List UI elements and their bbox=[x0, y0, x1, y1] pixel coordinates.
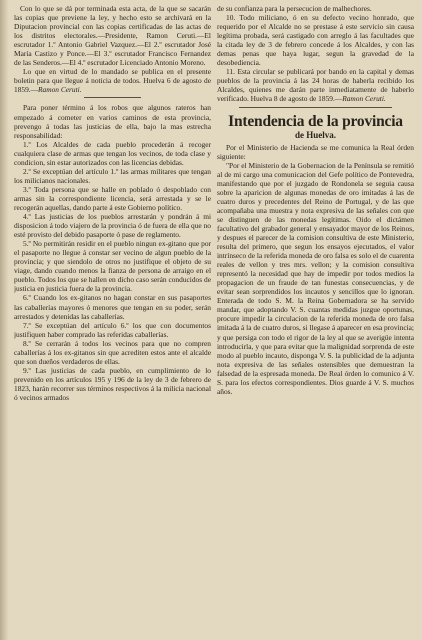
circular-article-1: 1.º Los Alcaldes de cada pueblo procederán á recoger cualquiera clase de armas que tengan los vecinos, de toda clase y condicion, sin estar autorizados con las licencias debidas. bbox=[14, 139, 211, 167]
circular-article-6: 6.º Cuando los ex-gitanos no hagan constar en sus pasaportes las caballerías mayores ó menores que tengan en su poder, serán arrestados y detenidas las caballerías. bbox=[14, 293, 211, 321]
publication-notice-paragraph bbox=[14, 67, 211, 94]
circular-article-3: 3.º Toda persona que se halle en poblado ó despoblado con armas sin la correspondiente licencia, será arrestada y se le recogerán aquellas, dando parte á este Gobierno político. bbox=[14, 184, 211, 212]
section-heading: Intendencia de la provincia bbox=[228, 112, 403, 130]
circular-article-2: 2.º Se exceptúan del artículo 1.º las armas militares que tengan los milicianos nacionales. bbox=[14, 166, 211, 185]
circular-article-10: 10. Todo miliciano, ó en su defecto vecino honrado, que requerido por el Alcalde no se prestase á este servicio sin causa legítima probada, será castigado con arreglo á las facultades que la citada ley de 3 de febrero concede á los Alcaldes, y con las demas penas que haya lugar, segun la gravedad de la desobediencia. bbox=[217, 13, 414, 68]
circular-article-11-signature: Ramon Ceruti. bbox=[342, 94, 386, 104]
election-act-closing-paragraph: Con lo que se dá por terminada esta acta, de la que se sacarán las copias que previene la ley, y hecho esto se archivará en la Diputacion provincial con las copias certificadas de las actas de los distritos electorales.—Presidente, Ramon Ceruti.—El escrutador 1.º Antonio Gabriel Vazquez.—El 2.º escrutador José María Castizo y Ponce.—El 3.º escrutador Francisco Fernandez de las Senderos.—El 4.º escrutador Licenciado Antonio Moreno. bbox=[14, 4, 211, 68]
section-subheading: de Huelva. bbox=[294, 129, 336, 140]
royal-order-body: "Por el Ministerio de la Gobernacion de la Península se remitió al de mi cargo una comunicacion del Gefe político de Pontevedra, manifestando que por el juzgado de Rondonela se seguia causa sobre la aparicion de algunas monedas de oro imitadas á las de cuatro duros y precedentes del Reino de Portugal, y de las que acompañaba una muestra y nota expresiva de las señales con que se distinguen de las monedas legítimas. Oido el dictámen facultativo del grabador general y ensayador mayor de los Reinos, y despues el parecer de la comision consultiva de este Ministerio, resulta del primero, que segun los ensayos ejecutados, el valor intrínseco de la referida moneda de oro falsa es solo el de cuarenta reales de vellon y tres mrs. vellon; y la comision consultiva representó la necesidad que hay de impedir por todos medios la propagacion de un fraude de tan funestas consecuencias, y de evitar sean sorprendidos los incautos y sencillos que lo ignoran. Enterada de todo S. M. la Reina Gobernadora se ha servido mandar, que adoptando V. S. cuantas medidas juzgue oportunas, procure impedir la circulacion de la referida moneda de oro falsa imitada á la de cuatro duros, si llegase á aparecer en esa provincia; y que persiga con todo el rigor de la ley al que se averigüe intenta introducirla, y que para evitar que la malignidad sorprenda de este modo al pueblo incauto, disponga V. S. la publicidad de la adjunta nota expresiva de las señales ostensibles que demuestran la falsedad de la espresada moneda. De Real órden lo comunico á V. S. para los efectos correspondientes. Dios guarde á V. S. muchos años. bbox=[217, 160, 414, 396]
circular-article-4: 4.º Las justicias de los pueblos arrestarán y pondrán á mi disposicion á todo viajero de la provincia ó de fuera de ella que no esté provisto del debido pasaporte ó pase de reglamento. bbox=[14, 212, 211, 240]
circular-article-11-text: 11. Esta circular se publicará por bando en la capital y demas pueblos de la provincia á las 24 horas de haberla recibido los Alcaldes, quienes me darán parte inmediatamente de haberlo verificado. Huelva 8 de agosto de 1859.— bbox=[217, 67, 414, 104]
circular-article-9: 9.º Las justicias de cada pueblo, en cumplimiento de lo prevenido en los artículos 195 y 196 de la ley de 3 de febrero de 1823, harán recorrer sus términos respectivos á la milicia nacional ó vecinos armados bbox=[14, 365, 211, 402]
circular-article-9-continued: de su confianza para la persecucion de malhechores. bbox=[217, 4, 372, 13]
publication-notice-text: Lo que en virtud de lo mandado se publica en el presente boletin para que llegue á noticia de todos. Huelva 6 de agosto de 1859.— bbox=[14, 67, 211, 95]
text-columns bbox=[14, 4, 414, 640]
right-column bbox=[217, 4, 414, 640]
circular-article-11 bbox=[217, 67, 414, 103]
section-divider bbox=[84, 97, 141, 98]
left-column bbox=[14, 4, 211, 640]
circular-intro-paragraph: Para poner término á los robos que algunos rateros han empezado á cometer en varios caminos de esta provincia, prevengo á todas las justicias de ella, bajo la mas estrecha responsabilidad: bbox=[14, 103, 211, 140]
publication-notice-signature: Ramon Ceruti. bbox=[38, 85, 82, 95]
section-divider bbox=[239, 107, 392, 108]
royal-order-intro: Por el Ministerio de Hacienda se me comunica la Real órden siguiente: bbox=[217, 142, 414, 161]
page-spine-shadow bbox=[0, 0, 9, 640]
circular-article-7: 7.º Se exceptúan del artículo 6.º los que con documentos justifiquen haber comprado las referidas caballerías. bbox=[14, 320, 211, 339]
circular-article-5: 5.º No permitirán residir en el pueblo ningun ex-gitano que por el pasaporte no llegue á constar ser vecino de algun pueblo de la provincia; y que siendolo de otros no justifique el objeto de su viage, dando cuando menos la fianza de persona de arraigo en el pueblo. Todos los que se hallen en dicho caso serán conducidos de justicia en justicia fuera de la provincia. bbox=[14, 239, 211, 294]
circular-article-8: 8.º Se cerrarán á todos los vecinos para que no compren caballerías á los ex-gitanos sin que acrediten estos ante el alcalde que son dueños verdaderos de ellas. bbox=[14, 338, 211, 366]
